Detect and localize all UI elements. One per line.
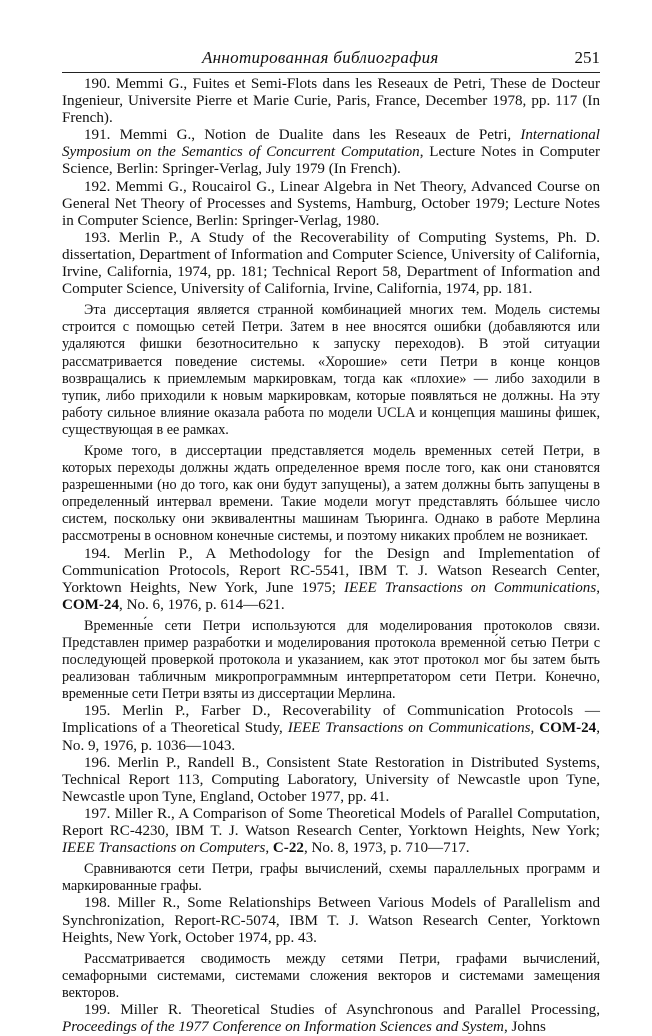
entry-197-authors-title: 197. Miller R., A Comparison of Some Theoretical Models of Parallel Computation, Report RC-4230, IBM T. J. Watson Research Center, Yorktown Heights, New York; (62, 805, 600, 840)
entry-195-volume: COM-24 (539, 720, 597, 737)
annotation-198: Рассматривается сводимость между сетями Петри, графами вычислений, семафорными системами, системами сложения векторов и системами замещения векторов. (62, 950, 600, 1001)
entry-191 (62, 127, 600, 178)
entry-194-authors-title: 194. Merlin P., A Methodology for the Design and Implementation of Communication Protocols, Report RC-5541, IBM T. J. Watson Research Center, Yorktown Heights, New York, June 1975; (62, 545, 600, 596)
running-header-title: Аннотированная библиография (202, 48, 439, 67)
entry-197-volume: C-22 (272, 840, 304, 857)
entry-192: 192. Memmi G., Roucairol G., Linear Algebra in Net Theory, Advanced Course on General Net Theory of Processes and Systems, Hamburg, October 1979; Lecture Notes in Computer Science, Berlin: Springer-Verlag, 1980. (62, 178, 600, 229)
entry-194-pages: , No. 6, 1976, p. 614—621. (119, 596, 285, 613)
entry-194 (62, 546, 600, 614)
entry-198: 198. Miller R., Some Relationships Between Various Models of Parallelism and Synchronization, Report-RC-5074, IBM T. J. Watson Research Center, Yorktown Heights, New York, October 1974, pp. 43. (62, 895, 600, 946)
entry-195-venue: IEEE Transactions on Communications (287, 720, 531, 737)
entry-190: 190. Memmi G., Fuites et Semi-Flots dans les Reseaux de Petri, These de Docteur Ingenieur, Universite Pierre et Marie Curie, Paris, France, December 1978, pp. 117 (In French). (62, 76, 600, 127)
annotation-197: Сравниваются сети Петри, графы вычислений, схемы параллельных программ и маркированные графы. (62, 861, 600, 895)
entry-199 (62, 1002, 600, 1036)
entry-191-publisher: , Lecture Notes in Computer Science, Berlin: Springer-Verlag, July 1979 (In French). (62, 144, 601, 178)
entry-194-volume: COM-24 (62, 596, 120, 613)
entry-197-venue: IEEE Transactions on Computers (62, 840, 266, 857)
entry-195-authors-title: 195. Merlin P., Farber D., Recoverability of Communication Protocols — Implications of a Theoretical Study, (62, 703, 600, 737)
entry-195-separator: , (530, 720, 540, 737)
entry-194-venue: IEEE Transactions on Communications (343, 579, 597, 596)
entry-197 (62, 806, 600, 857)
bibliography-body (62, 76, 600, 1036)
entry-197-separator: , (265, 840, 273, 857)
entry-199-venue: Proceedings of the 1977 Conference on Information Sciences and System (62, 1019, 504, 1036)
annotation-194: Временны́е сети Петри используются для моделирования протоколов связи. Представлен пример разработки и моделирования протокола временно́й сетью Петри с последующей проверкой протокола и указанием, как этот протокол мог бы затем быть реализован табличным микропрограммным интерпретатором сети Петри. Конечно, временные сети Петри взяты из диссертации Мерлина. (62, 617, 600, 703)
entry-197-pages: , No. 8, 1973, p. 710—717. (303, 840, 470, 857)
entry-194-separator: , (596, 579, 600, 596)
entry-196: 196. Merlin P., Randell B., Consistent State Restoration in Distributed Systems, Technical Report 113, Computing Laboratory, University of Newcastle upon Tyne, Newcastle upon Tyne, England, October 1977, pp. 41. (62, 754, 600, 805)
annotation-193-part1: Эта диссертация является странной комбинацией многих тем. Модель системы строится с помощью сетей Петри. Затем в нее вносятся ошибки (добавляются или удаляются фишки безотносительно к запуску переходов). В этой ситуации рассматривается поведение системы. «Хорошие» сети Петри в конце концов возвращались к приемлемым маркировкам, тогда как «плохие» — либо заходили в тупик, либо приходили к новым маркировкам, которые появляться не должны. На эту работу сильное влияние оказала работа по модели UCLA и концепция машины фишек, существующая в ее рамках. (62, 302, 600, 438)
annotation-193-part2: Кроме того, в диссертации представляется модель временных сетей Петри, в которых переходы должны ждать определенное время после того, как они становятся разрешенными (но до того, как они будут запущены), а затем должны быть запущены в определенный интервал времени. Такие модели могут представлять бóльшее число систем, поскольку они эквивалентны машинам Тьюринга. Однако в работе Мерлина рассмотрены в основном конечные системы, и поэтому никаких проблем не возникает. (62, 442, 600, 545)
entry-191-venue: International Symposium on the Semantics of Concurrent Computation (62, 127, 600, 161)
entry-199-continued: , Johns (503, 1019, 546, 1036)
entry-191-authors-title: 191. Memmi G., Notion de Dualite dans les Reseaux de Petri, (84, 127, 521, 144)
entry-199-authors-title: 199. Miller R. Theoretical Studies of Asynchronous and Parallel Processing, (84, 1001, 600, 1018)
page-number: 251 (574, 48, 600, 67)
entry-193: 193. Merlin P., A Study of the Recoverability of Computing Systems, Ph. D. dissertation, Department of Information and Computer Science, University of California, Irvine, California, 1974, pp. 181; Technical Report 58, Department of Information and Computer Science, University of California, Irvine, California, 1974, pp. 181. (62, 229, 600, 298)
entry-195-pages: , No. 9, 1976, p. 1036—1043. (62, 720, 601, 754)
entry-195 (62, 703, 600, 754)
running-header (62, 46, 600, 73)
